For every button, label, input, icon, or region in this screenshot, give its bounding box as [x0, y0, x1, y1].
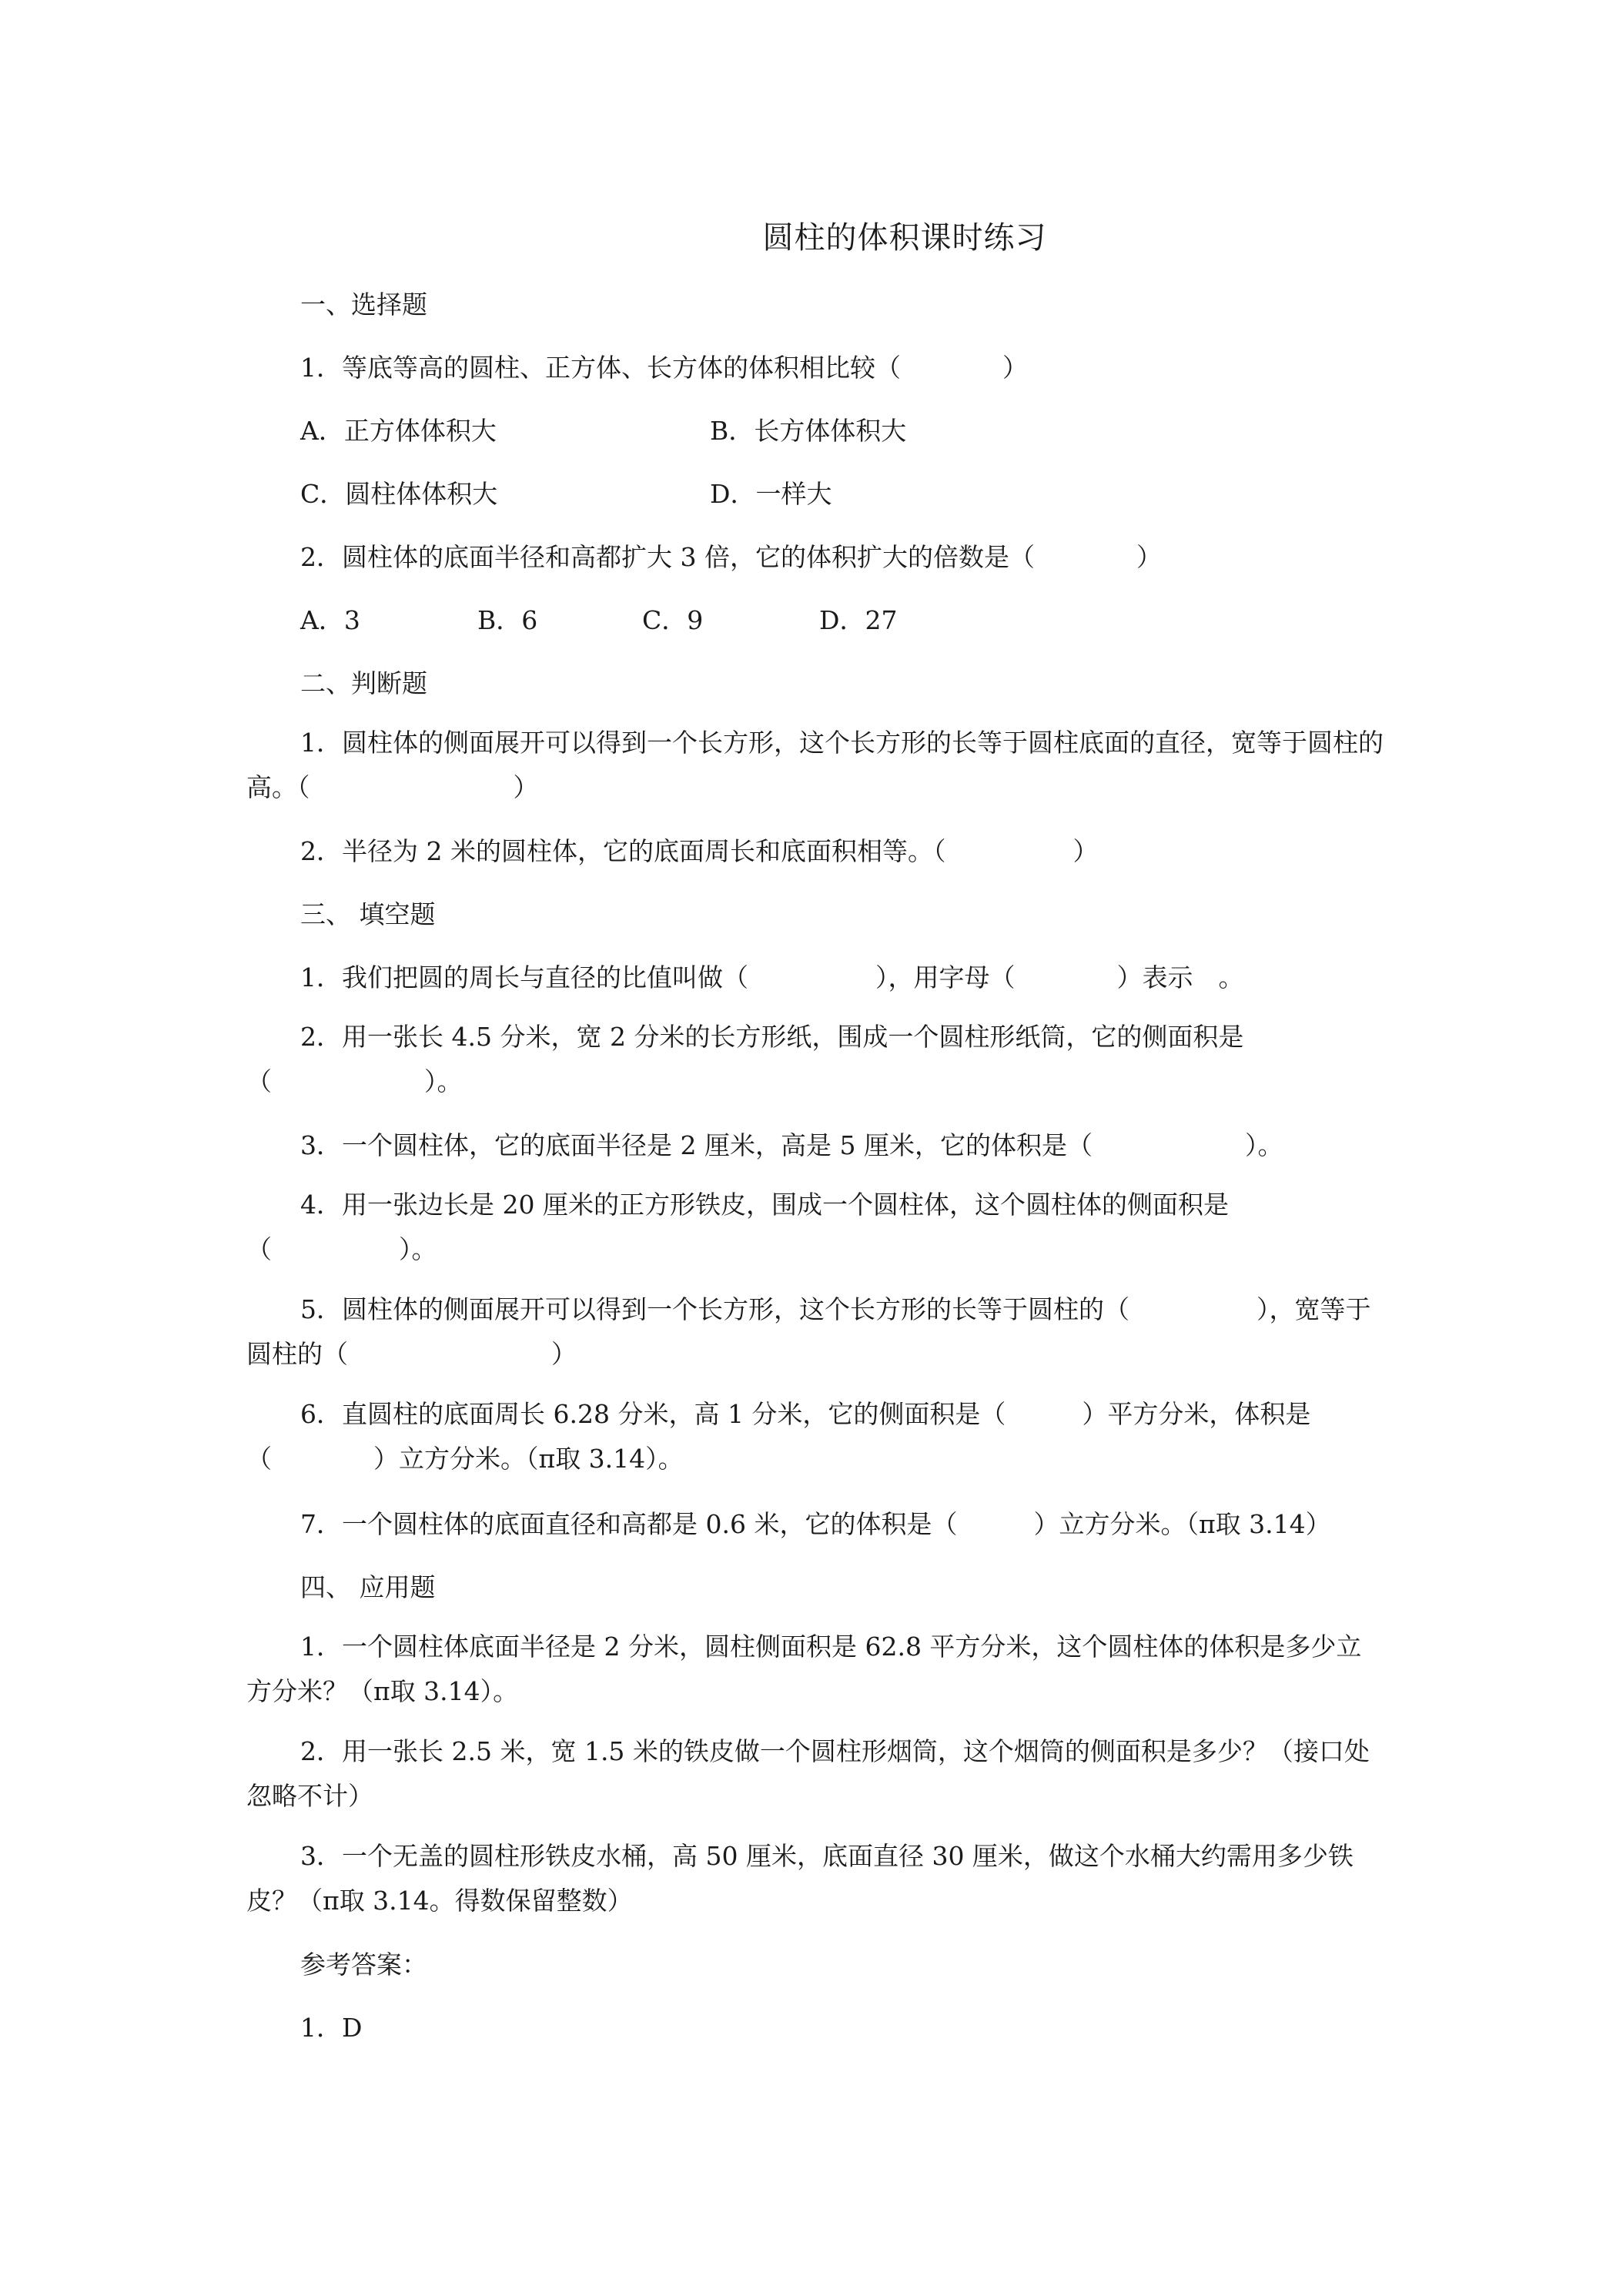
choice-q1-option-d: D．一样大 [710, 479, 832, 509]
fill-question-1: 1．我们把圆的周长与直径的比值叫做（ ），用字母（ ）表示 。 [300, 962, 1244, 992]
fill-question-6: 6．直圆柱的底面周长 6.28 分米，高 1 分米，它的侧面积是（ ）平方分米，体积是（ ）立方分米。（π取 3.14）。 [246, 1399, 1311, 1474]
fill-question-5: 5．圆柱体的侧面展开可以得到一个长方形，这个长方形的长等于圆柱的（ ），宽等于圆柱的（ ） [246, 1294, 1371, 1369]
choice-question-1: 1．等底等高的圆柱、正方体、长方体的体积相比较（ ） [300, 353, 1028, 383]
choice-question-2: 2．圆柱体的底面半径和高都扩大 3 倍，它的体积扩大的倍数是（ ） [300, 542, 1162, 572]
section-heading-judgement: 二、判断题 [300, 668, 427, 698]
answers-heading: 参考答案： [300, 1950, 427, 1980]
fill-question-7: 7．一个圆柱体的底面直径和高都是 0.6 米，它的体积是（ ）立方分米。（π取 3.14） [300, 1509, 1331, 1539]
application-question-2: 2．用一张长 2.5 米，宽 1.5 米的铁皮做一个圆柱形烟筒，这个烟筒的侧面积是多少？（接口处忽略不计） [246, 1736, 1370, 1811]
fill-question-3: 3．一个圆柱体，它的底面半径是 2 厘米，高是 5 厘米，它的体积是（ ）。 [300, 1130, 1283, 1160]
fill-question-4: 4．用一张边长是 20 厘米的正方形铁皮，围成一个圆柱体，这个圆柱体的侧面积是（ ）。 [246, 1190, 1229, 1264]
section-heading-choice: 一、选择题 [300, 290, 427, 320]
choice-q2-option-b: B．6 [477, 605, 538, 635]
section-heading-fill-blank: 三、 填空题 [300, 899, 436, 929]
page-title: 圆柱的体积课时练习 [762, 220, 1047, 256]
fill-question-2: 2．用一张长 4.5 分米，宽 2 分米的长方形纸，围成一个圆柱形纸筒，它的侧面积是（ ）。 [246, 1022, 1244, 1096]
application-question-1: 1．一个圆柱体底面半径是 2 分米，圆柱侧面积是 62.8 平方分米，这个圆柱体的体积是多少立方分米？（π取 3.14）。 [246, 1632, 1362, 1706]
choice-q1-option-b: B．长方体体积大 [710, 416, 907, 446]
application-question-3: 3．一个无盖的圆柱形铁皮水桶，高 50 厘米，底面直径 30 厘米，做这个水桶大约需用多少铁皮？（π取 3.14。得数保留整数） [246, 1841, 1354, 1916]
choice-q2-option-d: D．27 [819, 605, 898, 635]
choice-q2-option-c: C．9 [642, 605, 704, 635]
choice-q1-option-a: A．正方体体积大 [300, 416, 497, 446]
section-heading-application: 四、 应用题 [300, 1572, 436, 1602]
choice-q2-option-a: A．3 [300, 605, 360, 635]
choice-q1-option-c: C．圆柱体体积大 [300, 479, 498, 509]
judgement-question-1: 1．圆柱体的侧面展开可以得到一个长方形，这个长方形的长等于圆柱底面的直径，宽等于圆柱的高。（ ） [246, 728, 1384, 802]
answer-1: 1．D [300, 2013, 363, 2043]
judgement-question-2: 2．半径为 2 米的圆柱体，它的底面周长和底面积相等。（ ） [300, 836, 1099, 866]
